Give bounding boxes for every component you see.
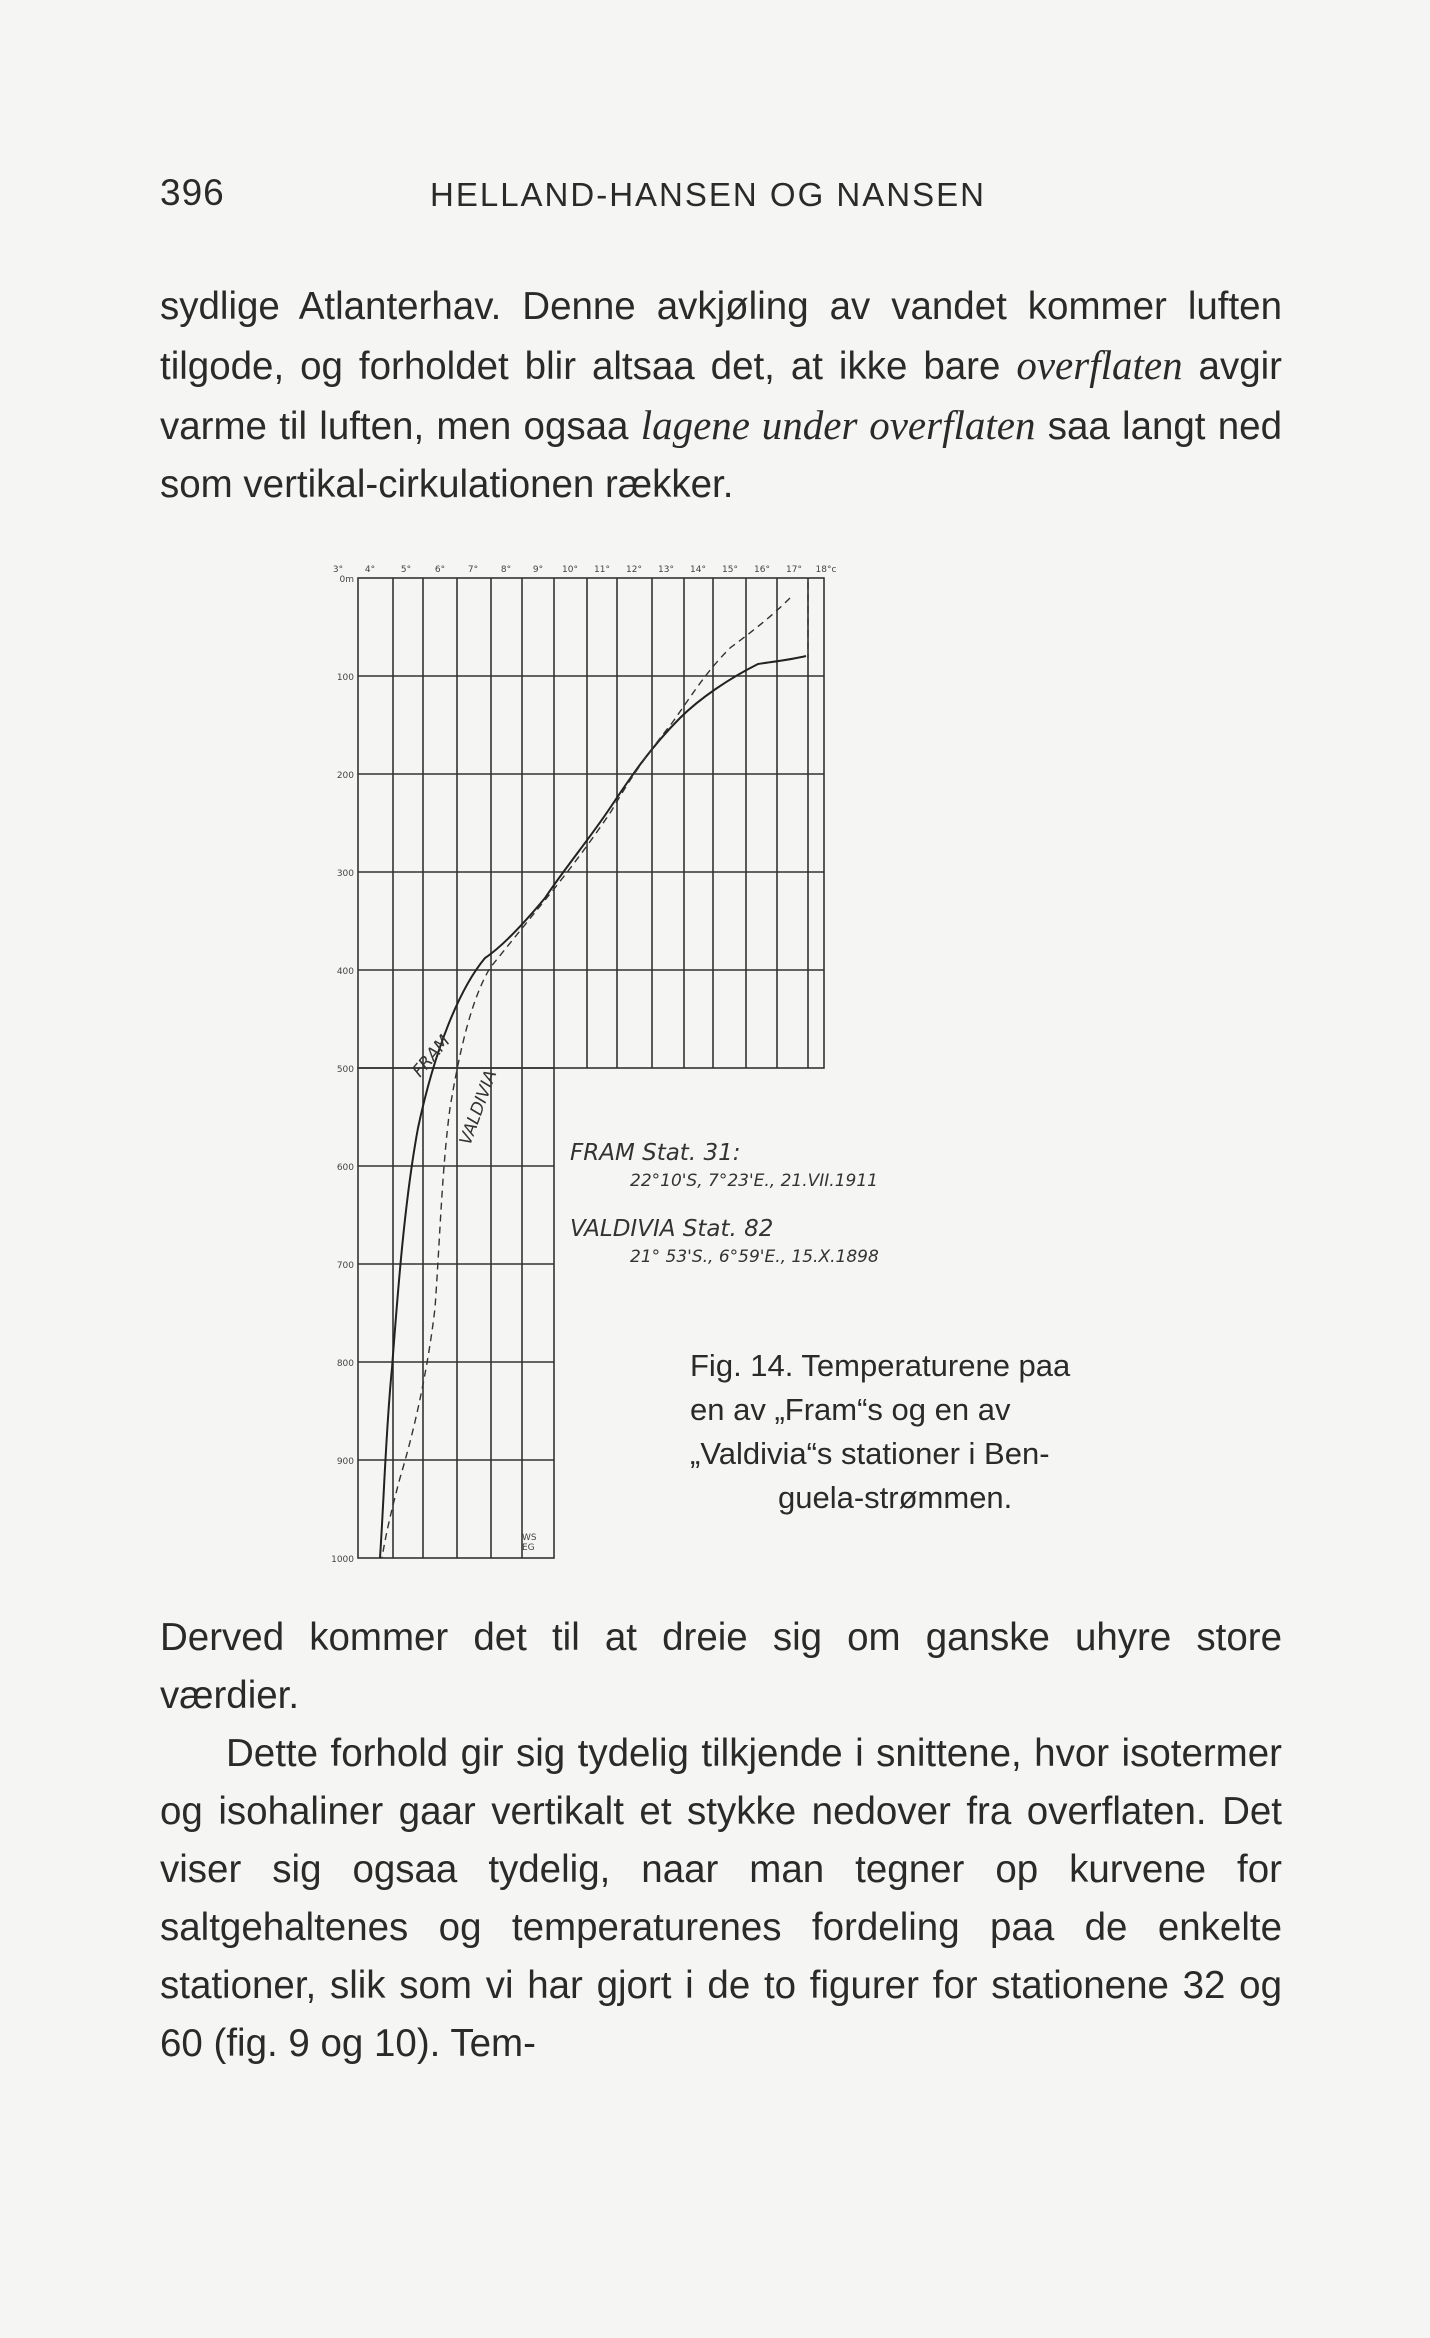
page-number: 396 [160,172,225,213]
figure-14 [300,548,1140,1578]
temp-tick-label: 9° [532,565,544,575]
depth-tick-label: 700 [336,1261,354,1271]
temp-tick-label: 7° [467,565,479,575]
temp-tick-label: 5° [400,565,412,575]
emphasis-lagene-under-overflaten: lagene under overflaten [640,402,1036,448]
legend-valdivia-station: VALDIVIA Stat. 82 [570,1216,774,1242]
draftsman-initials: WS EG [522,1533,537,1553]
depth-tick-label: 900 [336,1457,354,1467]
temp-tick-label: 13° [658,565,674,575]
depth-tick-label: 1000 [331,1555,354,1565]
paragraph-1: sydlige Atlanterhav. Denne avkjøling av vandet kommer luften tilgode, og forholdet blir altsaa det, at ikke bare overflaten avgir varme til luften, men ogsaa lagene under overflaten saa langt ned som vertikal-cirkulationen rækker. [160,285,1282,506]
valdivia-curve-label: VALDIVIA [455,1067,502,1148]
emphasis-overflaten: overflaten [1016,342,1183,388]
temp-tick-label: 17° [786,565,802,575]
legend-valdivia-details: 21° 53'S., 6°59'E., 15.X.1898 [630,1247,879,1267]
legend-fram-details: 22°10'S, 7°23'E., 21.VII.1911 [630,1171,878,1191]
depth-tick-label: 500 [336,1065,354,1075]
legend-fram-station: FRAM Stat. 31: [570,1140,741,1166]
figure-caption: Fig. 14. Temperaturene paa en av „Fram“s og en av „Valdivia“s stationer i Ben- guela-strømmen. [690,1348,1071,1515]
depth-tick-label: 300 [336,869,354,879]
temp-tick-label: 18°c [815,565,837,575]
temp-tick-label: 16° [754,565,770,575]
temp-tick-label: 15° [722,565,738,575]
depth-tick-label: 200 [336,771,354,781]
depth-axis-ticks [331,575,354,1565]
temp-tick-label: 6° [434,565,446,575]
temperature-axis-ticks [333,565,837,575]
running-title: HELLAND-HANSEN OG NANSEN [430,176,986,213]
paragraph-2: Derved kommer det til at dreie sig om ganske uhyre store værdier. [160,1616,1282,1717]
page-header [160,172,1280,222]
fram-curve-label: FRAM [408,1031,455,1082]
depth-tick-label: 0m [339,575,354,585]
depth-tick-label: 100 [336,673,354,683]
temp-tick-label: 8° [500,565,512,575]
temp-tick-label: 11° [594,565,610,575]
depth-tick-label: 600 [336,1163,354,1173]
paragraph-3: Dette forhold gir sig tydelig tilkjende i snittene, hvor isotermer og isohaliner gaar vertikalt et stykke nedover fra overflaten. Det viser sig ogsaa tydelig, naar man tegner op kurvene for saltgehaltenes og temperaturenes fordeling paa de enkelte stationer, slik som vi har gjort i de to figurer for stationene 32 og 60 (fig. 9 og 10). Tem- [160,1732,1282,2065]
temp-tick-label: 12° [626,565,642,575]
temp-tick-label: 14° [690,565,706,575]
upper-grid-frame [358,578,824,1068]
temp-tick-label: 3° [332,565,344,575]
depth-tick-label: 800 [336,1359,354,1369]
depth-tick-label: 400 [336,967,354,977]
temp-tick-label: 4° [364,565,376,575]
temp-tick-label: 10° [562,565,578,575]
